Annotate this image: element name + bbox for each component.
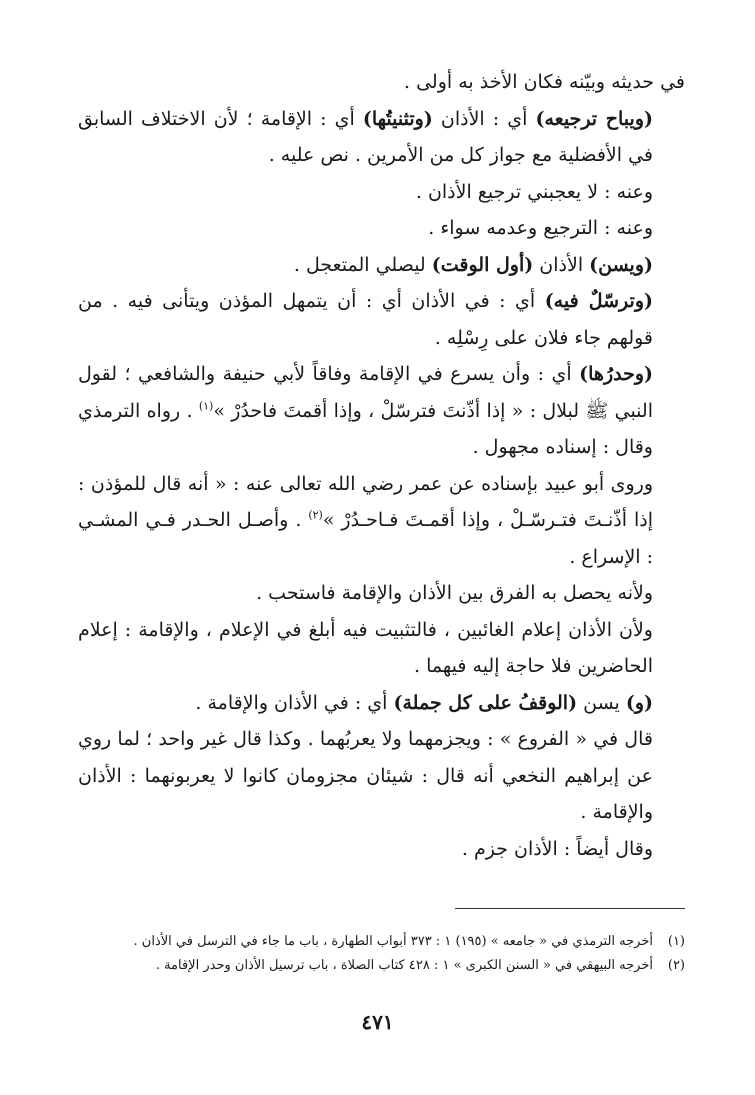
sharh-text: وعنه : لا يعجبني ترجيع الأذان . <box>415 180 653 203</box>
paragraph <box>78 466 685 576</box>
footnote-text: أخرجه البيهقي في « السنن الكبرى » ١ : ٤٢٨ كتاب الصلاة ، باب ترسيل الأذان وحدر الإقامة . <box>155 958 653 973</box>
footnotes <box>70 930 685 978</box>
paragraph <box>78 685 685 722</box>
sharh-text: وقال أيضاً : الأذان جزم . <box>461 837 653 860</box>
sharh-text: . وأصـل الحـدر فـي المشـي : الإسراع . <box>78 509 653 568</box>
sharh-text: الأذان <box>533 253 590 276</box>
footnote-1 <box>70 930 685 954</box>
paragraph <box>78 247 685 284</box>
footnote-ref: (٢) <box>308 508 323 522</box>
sharh-text: ليصلي المتعجل . <box>293 253 432 276</box>
paragraph <box>78 721 685 831</box>
paragraph <box>78 210 685 247</box>
paragraph <box>78 101 685 174</box>
matn-text: (ويباح ترجيعه) <box>535 107 653 130</box>
paragraph <box>78 356 685 466</box>
sharh-text: ولأن الأذان إعلام الغائبين ، فالتثبيت فيه أبلغ في الإعلام ، والإقامة : إعلام الحاضرين فلا حاجة إليه فيهما . <box>78 618 653 677</box>
paragraph <box>78 174 685 211</box>
sharh-text: أي : الأذان <box>432 107 536 130</box>
sharh-text: . رواه الترمذي وقال : إسناده مجهول . <box>78 399 653 458</box>
matn-text: (وتثنيتُها) <box>362 107 433 130</box>
page-number: ٤٧١ <box>361 1010 394 1034</box>
paragraph <box>78 283 685 356</box>
footnote-2 <box>70 954 685 978</box>
sharh-text: وعنه : الترجيع وعدمه سواء . <box>428 217 653 239</box>
footnote-number: (١) <box>667 934 685 949</box>
main-text <box>78 64 685 867</box>
sharh-text: وروى أبو عبيد بإسناده عن عمر رضي الله تعالى عنه : « أنه قال للمؤذن : إذا أذّنـتَ فتـرسّـلْ ، وإذا أقمـتَ فـاحـدُرْ » <box>78 472 653 531</box>
sharh-text: أي : في الأذان والإقامة . <box>195 691 394 714</box>
sharh-text: في حديثه وبيّنه فكان الأخذ به أولى . <box>404 71 685 93</box>
paragraph <box>78 831 685 868</box>
sharh-text: أي : وأن يسرع في الإقامة وفاقاً لأبي حنيفة والشافعي ؛ لقول النبي ﷺ لبلال : « إذا أذّنتَ فترسّلْ ، وإذا أقمتَ فاحدُرْ » <box>78 363 653 422</box>
footnote-divider <box>455 908 685 909</box>
matn-text: (ويسن) <box>589 253 653 276</box>
sharh-text: ولأنه يحصل به الفرق بين الأذان والإقامة فاستحب . <box>256 582 653 604</box>
sharh-text: أي : الإقامة ؛ لأن الاختلاف السابق في الأفضلية مع جواز كل من الأمرين . نص عليه . <box>78 107 653 166</box>
matn-text: (و) <box>625 691 653 714</box>
footnote-number: (٢) <box>667 958 685 973</box>
matn-text: (وترسّلٌ فيه) <box>544 290 653 312</box>
matn-text: (الوقفُ على كل جملة) <box>393 691 578 714</box>
sharh-text: يسن <box>577 691 626 714</box>
footnote-ref: (١) <box>198 399 214 413</box>
paragraph <box>78 612 685 685</box>
matn-text: (وحدرُها) <box>579 363 653 385</box>
paragraph <box>78 575 685 612</box>
paragraph <box>78 64 685 101</box>
sharh-text: أي : في الأذان أي : أن يتمهل المؤذن ويتأنى فيه . من قولهم جاء فلان على رِسْلِه . <box>78 290 653 349</box>
matn-text: (أول الوقت) <box>431 253 534 276</box>
sharh-text: قال في « الفروع » : ويجزمهما ولا يعربُهما . وكذا قال غير واحد ؛ لما روي عن إبراهيم النخعي أنه قال : شيئان مجزومان كانوا لا يعربونهما : الأذان والإقامة . <box>78 728 653 823</box>
footnote-text: أخرجه الترمذي في « جامعه » (١٩٥) ١ : ٣٧٣ أبواب الطهارة ، باب ما جاء في الترسل في الأذان . <box>133 934 653 949</box>
